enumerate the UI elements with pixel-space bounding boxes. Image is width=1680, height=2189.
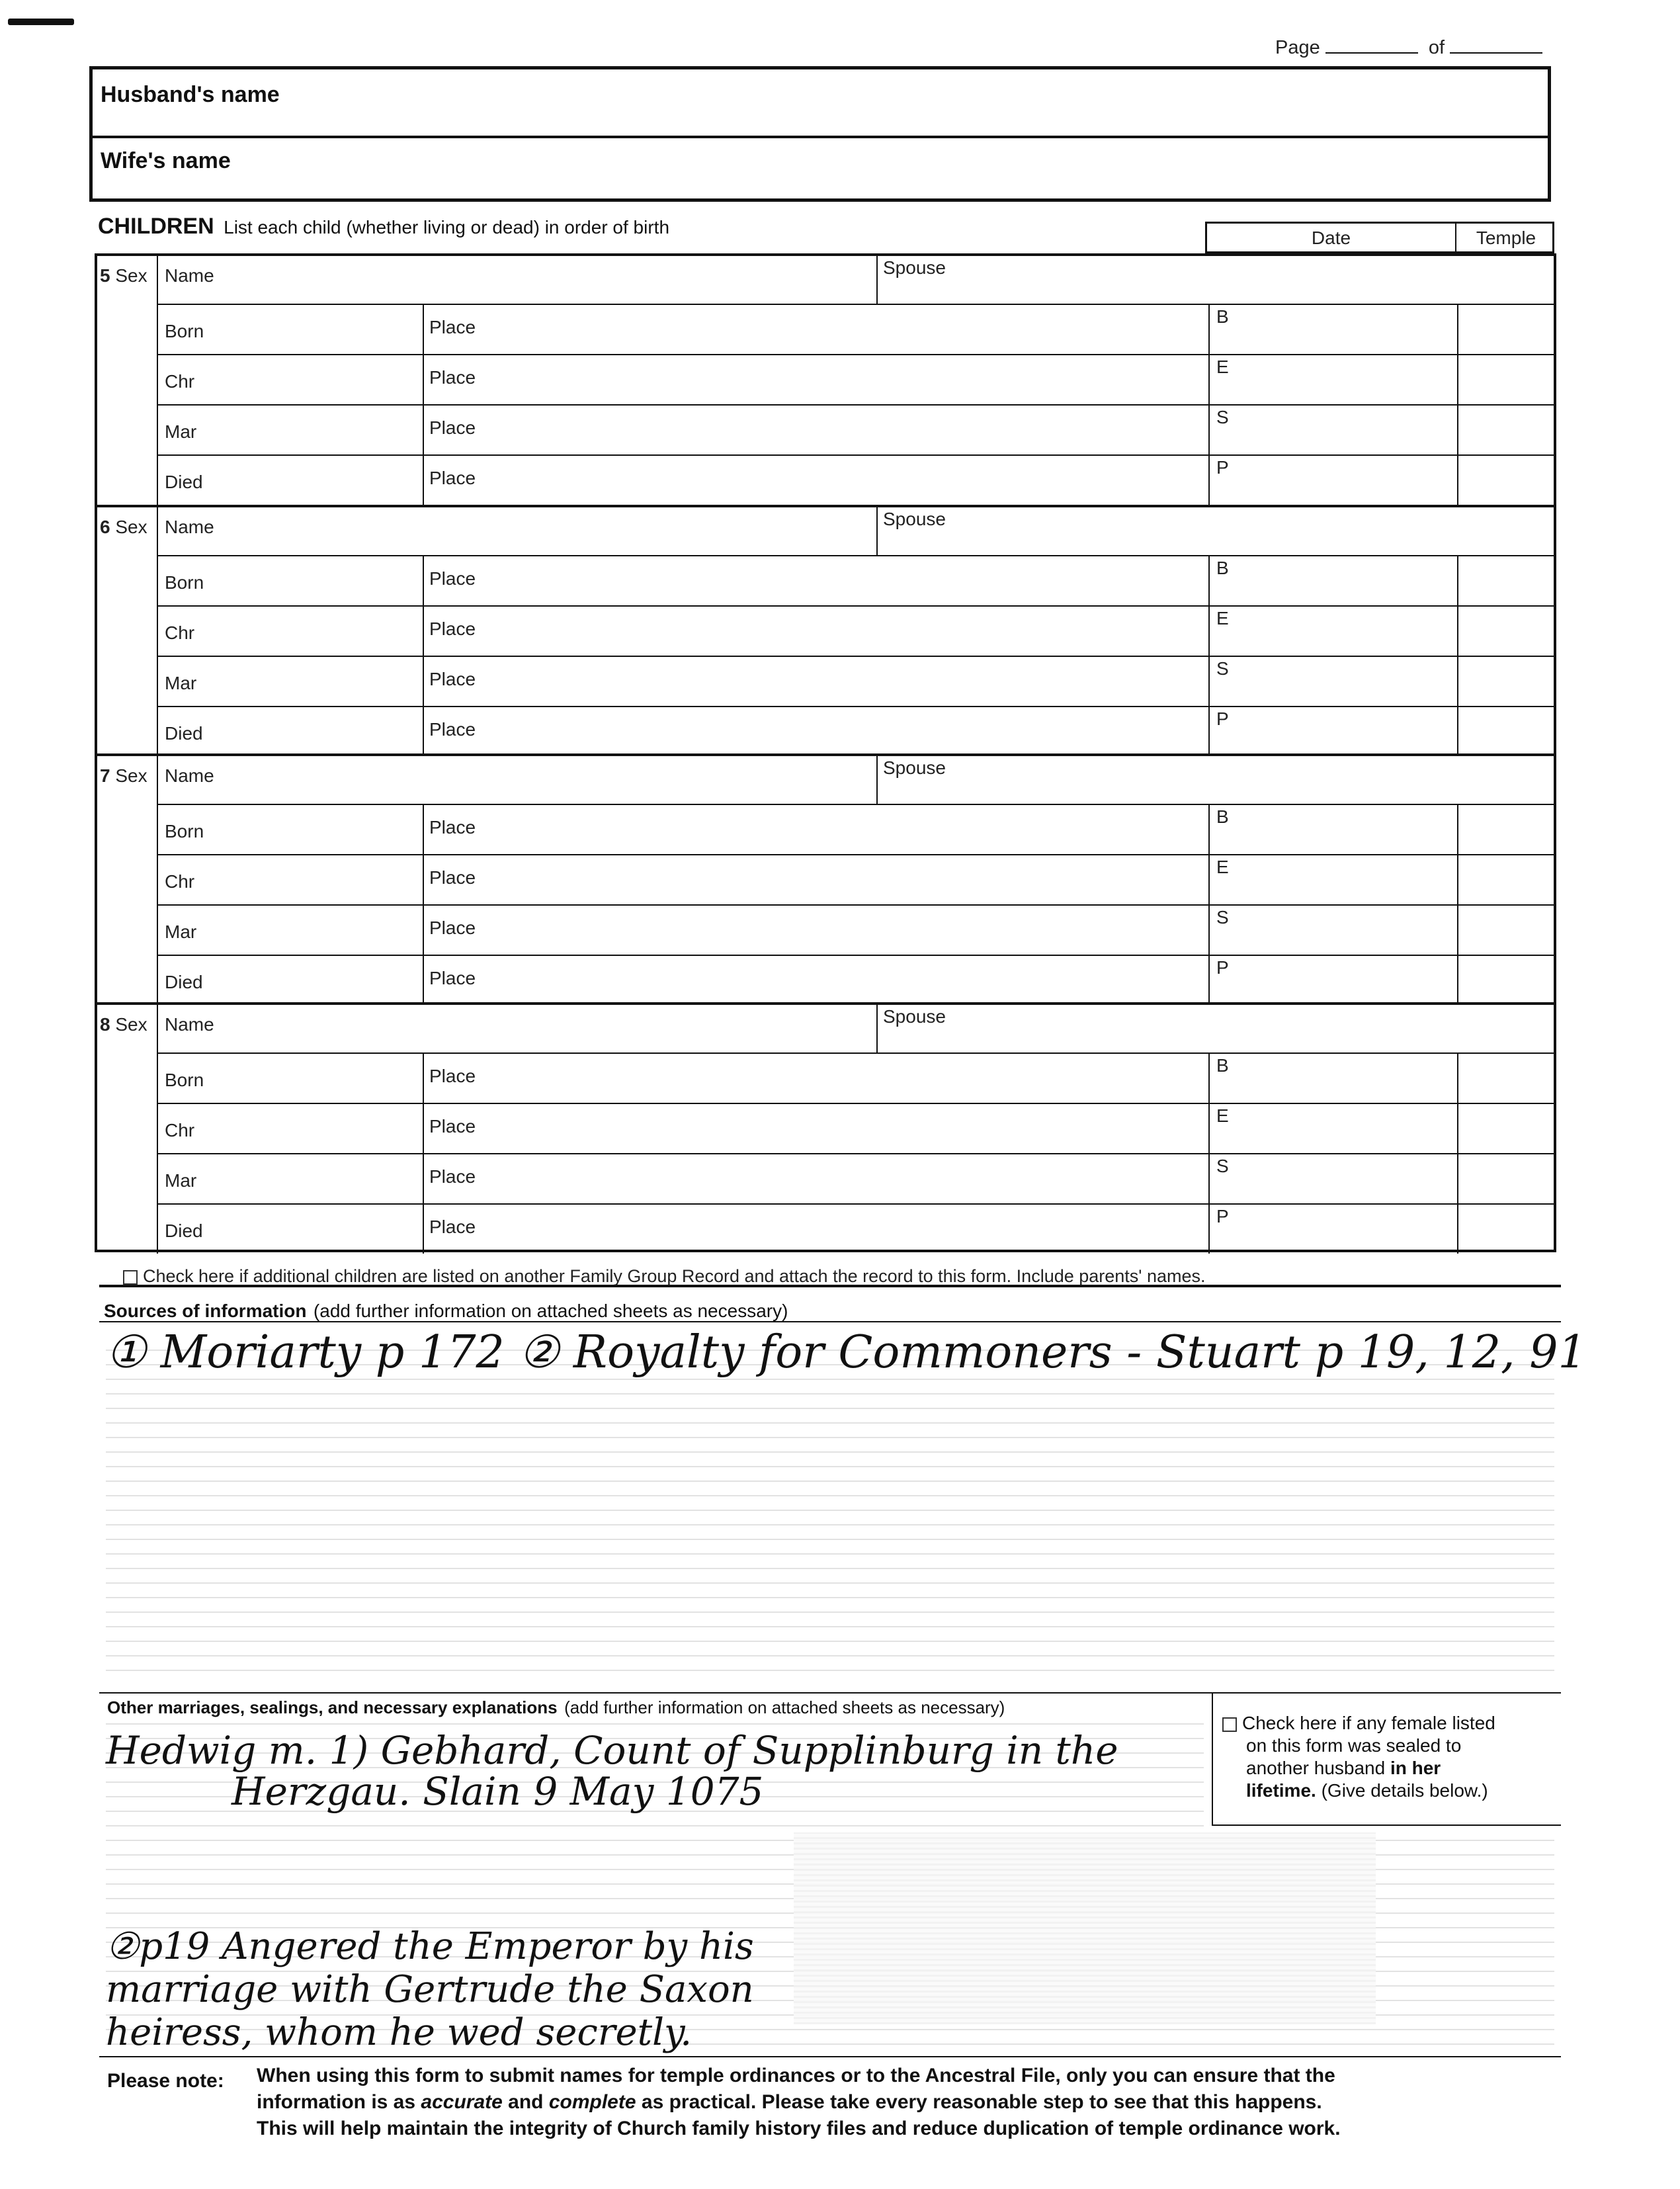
ordinance-temple-field[interactable]: [1461, 559, 1550, 601]
child-place-born-field[interactable]: Place: [429, 317, 476, 337]
child-number: 6: [100, 517, 110, 537]
child-name-field[interactable]: Name: [165, 517, 214, 537]
please-note-line-3: This will help maintain the integrity of Church family history files and reduce duplication of temple ordinance work.: [257, 2118, 1341, 2139]
ordinance-temple-field[interactable]: [1461, 710, 1550, 752]
child-place-died-field[interactable]: Place: [429, 968, 476, 988]
date-temple-header: [1205, 222, 1554, 253]
additional-children-check[interactable]: [123, 1266, 1206, 1287]
of-label: of: [1428, 37, 1445, 58]
ordinance-temple-field[interactable]: [1461, 1056, 1550, 1099]
couple-box: [89, 66, 1551, 202]
other-marriages-header: [107, 1697, 1005, 1718]
ordinance-temple-field[interactable]: [1461, 858, 1550, 900]
children-title: CHILDREN: [98, 214, 214, 239]
ordinance-date-field[interactable]: [1235, 408, 1450, 451]
ordinance-temple-field[interactable]: [1461, 1207, 1550, 1250]
ordinance-code-b: B: [1216, 306, 1229, 327]
child-event-born-field[interactable]: Born: [165, 572, 204, 593]
please-note-label: Please note:: [107, 2070, 224, 2092]
child-place-mar-field[interactable]: Place: [429, 918, 476, 938]
ordinance-code-p: P: [1216, 457, 1229, 478]
child-event-mar-field[interactable]: Mar: [165, 1170, 197, 1191]
child-name-field[interactable]: Name: [165, 265, 214, 286]
child-event-died-field[interactable]: Died: [165, 1221, 203, 1241]
ordinance-date-field[interactable]: [1235, 858, 1450, 900]
children-instruction: List each child (whether living or dead) in order of birth: [224, 217, 670, 237]
child-spouse-field[interactable]: Spouse: [883, 757, 946, 778]
ordinance-temple-field[interactable]: [1461, 1157, 1550, 1199]
child-sex-field[interactable]: [100, 765, 147, 787]
child-place-mar-field[interactable]: Place: [429, 1166, 476, 1187]
sex-label: Sex: [110, 1014, 147, 1035]
ordinance-code-b: B: [1216, 1055, 1229, 1076]
additional-children-checkbox[interactable]: [123, 1270, 138, 1285]
other-marriages-instruction: (add further information on attached sheets as necessary): [564, 1697, 1005, 1717]
child-block-8: [97, 1002, 1554, 1254]
ordinance-date-field[interactable]: [1235, 959, 1450, 1001]
ordinance-temple-field[interactable]: [1461, 408, 1550, 451]
ordinance-date-field[interactable]: [1235, 1157, 1450, 1199]
couple-divider: [89, 136, 1551, 138]
ordinance-temple-field[interactable]: [1461, 908, 1550, 951]
child-number: 7: [100, 765, 110, 786]
ordinance-date-field[interactable]: [1235, 660, 1450, 702]
ordinance-date-field[interactable]: [1235, 1207, 1450, 1250]
ordinance-code-p: P: [1216, 957, 1229, 978]
other-marriages-handwriting-1: Hedwig m. 1) Gebhard, Count of Supplinburg in the: [106, 1728, 1118, 1773]
ordinance-code-s: S: [1216, 1156, 1229, 1176]
child-name-field[interactable]: Name: [165, 1014, 214, 1035]
sources-header: [104, 1301, 788, 1322]
child-event-mar-field[interactable]: Mar: [165, 922, 197, 942]
child-event-born-field[interactable]: Born: [165, 1070, 204, 1090]
child-block-7: [97, 753, 1554, 1005]
child-event-died-field[interactable]: Died: [165, 972, 203, 992]
note-handwriting-2: marriage with Gertrude the Saxon: [106, 1968, 754, 2011]
children-header: [98, 214, 669, 239]
child-place-chr-field[interactable]: Place: [429, 367, 476, 388]
ordinance-temple-field[interactable]: [1461, 808, 1550, 850]
date-column-header: Date: [1311, 228, 1351, 248]
child-place-chr-field[interactable]: Place: [429, 1116, 476, 1137]
please-note-line-1: When using this form to submit names for temple ordinances or to the Ancestral File, only you can ensure that the: [257, 2065, 1335, 2086]
child-place-chr-field[interactable]: Place: [429, 619, 476, 639]
sex-label: Sex: [110, 517, 147, 537]
child-place-died-field[interactable]: Place: [429, 1217, 476, 1237]
ordinance-date-field[interactable]: [1235, 308, 1450, 350]
child-spouse-field[interactable]: Spouse: [883, 1006, 946, 1027]
page-label: Page: [1275, 37, 1320, 58]
sealed-female-checkbox[interactable]: [1222, 1717, 1237, 1732]
sources-handwriting: ① Moriarty p 172 ② Royalty for Commoners - Stuart p 19, 12, 91: [106, 1326, 1587, 1379]
child-place-born-field[interactable]: Place: [429, 817, 476, 837]
ordinance-code-e: E: [1216, 357, 1229, 377]
husband-name-label[interactable]: Husband's name: [101, 82, 280, 107]
child-place-chr-field[interactable]: Place: [429, 867, 476, 888]
additional-children-text: Check here if additional children are listed on another Family Group Record and attach the record to this form. Include parents' names.: [143, 1266, 1206, 1286]
ordinance-temple-field[interactable]: [1461, 609, 1550, 652]
sealed-female-check[interactable]: Check here if any female listed on this form was sealed to another husband in her lifetime. (Give details below.): [1222, 1712, 1495, 1802]
ordinance-date-field[interactable]: [1235, 458, 1450, 501]
child-event-chr-field[interactable]: Chr: [165, 622, 195, 643]
child-event-chr-field[interactable]: Chr: [165, 371, 195, 392]
ordinance-code-b: B: [1216, 806, 1229, 827]
ordinance-temple-field[interactable]: [1461, 660, 1550, 702]
scan-mark: [8, 19, 74, 25]
child-event-chr-field[interactable]: Chr: [165, 1120, 195, 1140]
child-place-died-field[interactable]: Place: [429, 468, 476, 488]
ordinance-code-s: S: [1216, 658, 1229, 679]
child-sex-field[interactable]: [100, 517, 147, 538]
ordinance-date-field[interactable]: [1235, 908, 1450, 951]
other-marriages-handwriting-2: Herzgau. Slain 9 May 1075: [231, 1769, 764, 1814]
child-place-mar-field[interactable]: Place: [429, 669, 476, 689]
child-block-5: [97, 256, 1554, 505]
ordinance-code-b: B: [1216, 558, 1229, 578]
sex-label: Sex: [110, 265, 147, 286]
ordinance-temple-field[interactable]: [1461, 1107, 1550, 1149]
scan-bleed-area: [794, 1832, 1376, 2024]
child-event-born-field[interactable]: Born: [165, 821, 204, 841]
ordinance-code-e: E: [1216, 1105, 1229, 1126]
child-place-died-field[interactable]: Place: [429, 719, 476, 740]
child-place-mar-field[interactable]: Place: [429, 417, 476, 438]
temple-column-header: Temple: [1476, 228, 1536, 248]
child-number: 5: [100, 265, 110, 286]
child-event-died-field[interactable]: Died: [165, 472, 203, 492]
child-event-mar-field[interactable]: Mar: [165, 421, 197, 442]
child-number: 8: [100, 1014, 110, 1035]
ordinance-code-e: E: [1216, 857, 1229, 877]
ordinance-temple-field[interactable]: [1461, 458, 1550, 501]
child-spouse-field[interactable]: Spouse: [883, 509, 946, 529]
child-spouse-field[interactable]: Spouse: [883, 257, 946, 278]
ordinance-code-e: E: [1216, 608, 1229, 628]
sources-title: Sources of information: [104, 1301, 307, 1321]
ordinance-code-p: P: [1216, 1206, 1229, 1226]
ordinance-date-field[interactable]: [1235, 1056, 1450, 1099]
child-name-field[interactable]: Name: [165, 765, 214, 786]
ordinance-date-field[interactable]: [1235, 559, 1450, 601]
child-block-6: [97, 505, 1554, 756]
please-note-text: [257, 2063, 1341, 2142]
ordinance-code-s: S: [1216, 907, 1229, 927]
child-place-born-field[interactable]: Place: [429, 1066, 476, 1086]
children-grid: [95, 253, 1556, 1252]
note-handwriting-1: ②p19 Angered the Emperor by his: [106, 1925, 754, 1968]
child-place-born-field[interactable]: Place: [429, 568, 476, 589]
other-marriages-title: Other marriages, sealings, and necessary explanations: [107, 1697, 558, 1717]
child-sex-field[interactable]: [100, 265, 147, 286]
page-number-field[interactable]: [1275, 37, 1542, 59]
child-event-chr-field[interactable]: Chr: [165, 871, 195, 892]
sex-label: Sex: [110, 765, 147, 786]
ordinance-date-field[interactable]: [1235, 609, 1450, 652]
child-event-died-field[interactable]: Died: [165, 723, 203, 744]
ordinance-temple-field[interactable]: [1461, 959, 1550, 1001]
ordinance-temple-field[interactable]: [1461, 358, 1550, 400]
ordinance-date-field[interactable]: [1235, 358, 1450, 400]
wife-name-label[interactable]: Wife's name: [101, 148, 231, 173]
sources-instruction: (add further information on attached sheets as necessary): [313, 1301, 788, 1321]
note-handwriting-3: heiress, whom he wed secretly.: [106, 2011, 693, 2054]
ordinance-date-field[interactable]: [1235, 1107, 1450, 1149]
ordinance-temple-field[interactable]: [1461, 308, 1550, 350]
please-note-line-2: information is as accurate and complete as practical. Please take every reasonable step to see that this happens.: [257, 2091, 1322, 2113]
ordinance-date-field[interactable]: [1235, 808, 1450, 850]
ordinance-code-s: S: [1216, 407, 1229, 427]
ordinance-code-p: P: [1216, 708, 1229, 729]
child-sex-field[interactable]: [100, 1014, 147, 1035]
ordinance-date-field[interactable]: [1235, 710, 1450, 752]
child-event-born-field[interactable]: Born: [165, 321, 204, 341]
child-event-mar-field[interactable]: Mar: [165, 673, 197, 693]
